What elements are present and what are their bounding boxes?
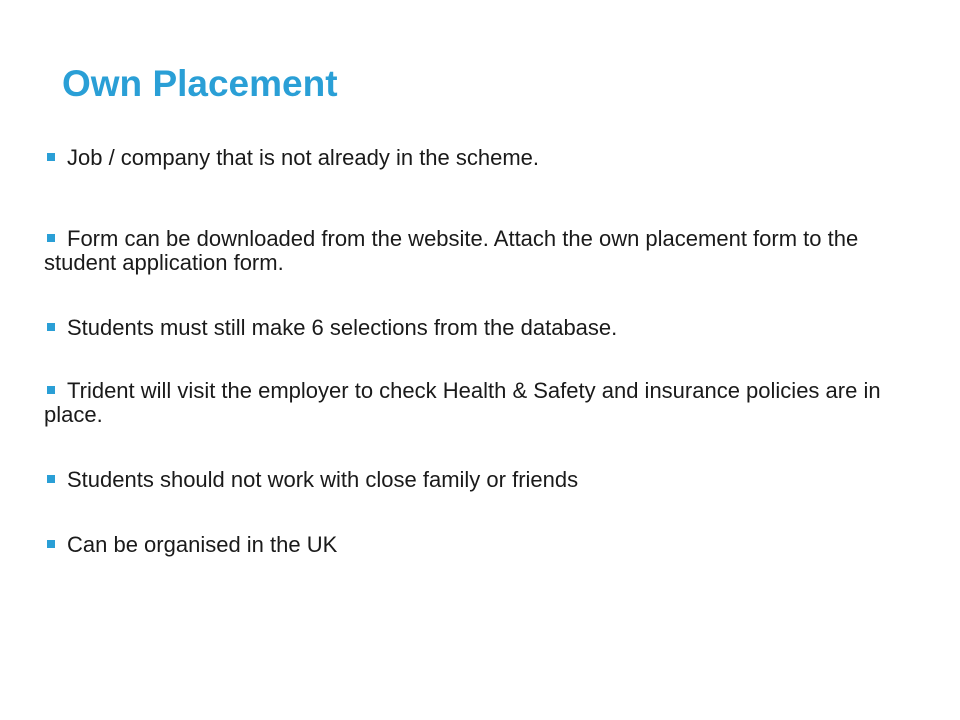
bullet-item [44, 379, 914, 427]
slide-title: Own Placement [62, 63, 338, 104]
square-bullet-icon [47, 386, 55, 394]
bullet-item [44, 227, 914, 275]
bullet-item [44, 468, 914, 492]
square-bullet-icon [47, 234, 55, 242]
square-bullet-icon [47, 475, 55, 483]
bullet-text: Can be organised in the UK [67, 532, 338, 557]
bullet-item [44, 316, 914, 340]
bullet-text: Students must still make 6 selections from the database. [67, 315, 618, 340]
square-bullet-icon [47, 540, 55, 548]
bullet-text: Trident will visit the employer to check Health & Safety and insurance policies are in place. [44, 378, 881, 427]
square-bullet-icon [47, 153, 55, 161]
bullet-text: Job / company that is not already in the scheme. [67, 145, 540, 170]
square-bullet-icon [47, 323, 55, 331]
bullet-item [44, 146, 914, 170]
bullet-text: Students should not work with close family or friends [67, 467, 579, 492]
bullet-text: Form can be downloaded from the website. Attach the own placement form to the student application form. [44, 226, 859, 275]
bullet-item [44, 533, 914, 557]
